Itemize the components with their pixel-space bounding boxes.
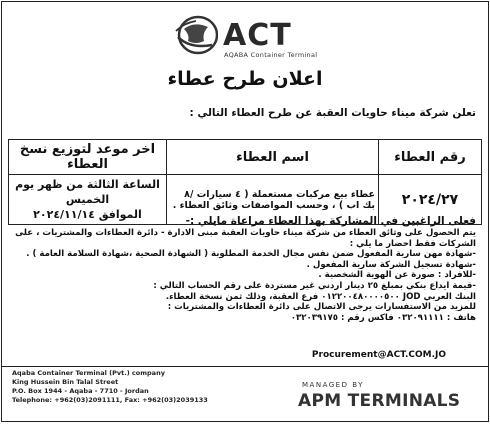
address-line: Telephone: +962(03)2091111, Fax: +962(03)2039133: [12, 396, 208, 404]
logo-text: ACT: [223, 18, 292, 53]
table-header-row: [9, 140, 482, 175]
tender-name-cell: عطاء بيع مركبات مستعملة ( ٤ سيارات /٨ بك اب ) ، وحسب المواصفات وثائق العطاء .: [167, 175, 379, 225]
condition-line: يتم الحصول على وثائق العطاء من شركة ميناء حاويات العقبة مبنى الادارة - دائرة العطاءات والمشتريات ، على الشركات فقط احضار ما يلي :: [15, 228, 476, 249]
address-line: P.O. Box 1944 - Aqaba - 7710 - Jordan: [12, 387, 149, 395]
address-line: Aqaba Container Terminal (Pvt.) company: [12, 369, 165, 377]
footer-divider: [2, 366, 488, 367]
procurement-email: Procurement@ACT.COM.JO: [311, 350, 446, 360]
condition-line: للمزيد من الاستفسارات يرجى الاتصال على دائرة العطاءات والمشتريات :: [167, 302, 476, 313]
page-title: اعلان طرح عطاء: [167, 68, 323, 90]
deadline-line2: الموافق ٢٠٢٤/١١/١٤: [33, 208, 142, 221]
condition-line: البنك العربي JOD ٠١٢٢٠٠٤٨٠٠٠٠٥٠٠ فرع العقبة، وذلك ثمن نسخة العطاء.: [165, 291, 476, 302]
conditions-lead: فعلى الراغبين في المشاركة بهذا العطاء مراعاة مايلي :-: [185, 215, 476, 227]
intro-text: تعلن شركة ميناء حاويات العقبة عن طرح العطاء التالي :: [189, 107, 476, 119]
condition-line: هاتف : ٠٣٢٠٩١١١١ فاكس رقم : ٠٣٢٠٣٩١٧٥: [290, 312, 476, 323]
condition-line: -شهادة مهن سارية المفعول ضمن نفس مجال الخدمة المطلوبة ( الشهادة الصحية ،شهادة السلامة العامة ) .: [26, 249, 476, 260]
header-tender-name: اسم العطاء: [167, 140, 379, 175]
condition-line: -شهادة تسجيل الشركة سارية المفعول .: [306, 259, 476, 270]
tender-number: ٢٠٢٤/٢٧: [401, 191, 459, 208]
header-tender-number: رقم العطاء: [379, 140, 482, 175]
address-line: King Hussein Bin Talal Street: [12, 378, 119, 386]
logo-subtitle: AQABA Container Terminal: [224, 51, 318, 59]
condition-line: -للافراد : صورة عن الهوية الشخصية .: [318, 270, 476, 281]
apm-terminals-logo: APM TERMINALS: [298, 391, 461, 411]
header-deadline: اخر موعد لتوزيع نسخ العطاء: [9, 140, 167, 175]
conditions-text: [14, 215, 476, 323]
globe-logo-icon: [174, 15, 218, 55]
deadline-line1: الساعة الثالثة من ظهر يوم الخميس: [15, 178, 160, 206]
managed-by-label: MANAGED BY: [302, 381, 364, 389]
condition-line: -قيمة ايداع بنكي بمبلغ ٢٥ دينار اردني غير مستردة على رقم الحساب التالي :: [153, 280, 476, 291]
tender-announcement: [1, 1, 489, 422]
tender-table: [8, 139, 482, 225]
company-address: [12, 369, 208, 405]
